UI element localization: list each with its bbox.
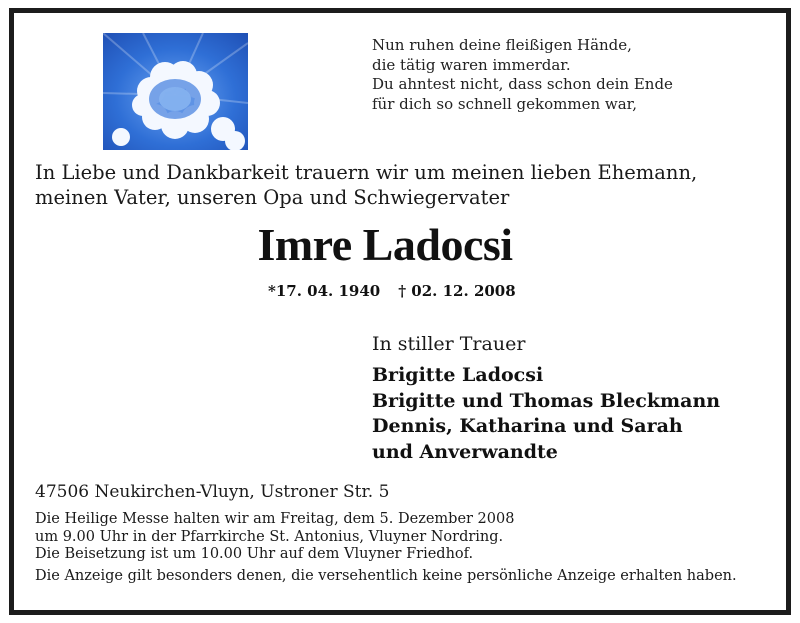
mourner-name: Dennis, Katharina und Sarah <box>372 415 683 437</box>
poem-line: die tätig waren immerdar. <box>372 55 571 74</box>
mourner-name: Brigitte Ladocsi <box>372 364 544 386</box>
intro-line: meinen Vater, unseren Opa und Schwiegervater <box>35 186 510 209</box>
closing-note: Die Anzeige gilt besonders denen, die versehentlich keine persönliche Anzeige erhalten haben. <box>35 567 737 584</box>
service-line: Die Heilige Messe halten wir am Freitag, dem 5. Dezember 2008 <box>35 511 515 527</box>
intro-line: In Liebe und Dankbarkeit trauern wir um meinen lieben Ehemann, <box>35 161 698 184</box>
service-line: um 9.00 Uhr in der Pfarrkirche St. Antonius, Vluyner Nordring. <box>35 528 504 545</box>
poem-line: Du ahntest nicht, dass schon dein Ende <box>372 75 673 93</box>
mourning-label: In stiller Trauer <box>372 333 526 355</box>
intro-text <box>35 160 697 210</box>
sky-clouds-image <box>103 33 248 150</box>
service-line: Die Beisetzung ist um 10.00 Uhr auf dem Vluyner Friedhof. <box>35 546 474 562</box>
death-date: † 02. 12. 2008 <box>398 282 516 300</box>
mourner-name: und Anverwandte <box>372 440 558 463</box>
mourner-name: Brigitte und Thomas Bleckmann <box>372 389 721 412</box>
service-notes <box>35 511 737 585</box>
poem-line: Nun ruhen deine fleißigen Hände, <box>372 36 632 54</box>
poem-verse <box>372 36 673 114</box>
poem-line: für dich so schnell gekommen war, <box>372 94 637 113</box>
family-address: 47506 Neukirchen-Vluyn, Ustroner Str. 5 <box>35 482 390 502</box>
mourners-list <box>372 363 720 465</box>
deceased-name: Imre Ladocsi <box>257 219 513 270</box>
birth-date: *17. 04. 1940 <box>268 282 381 300</box>
life-dates <box>268 281 516 301</box>
